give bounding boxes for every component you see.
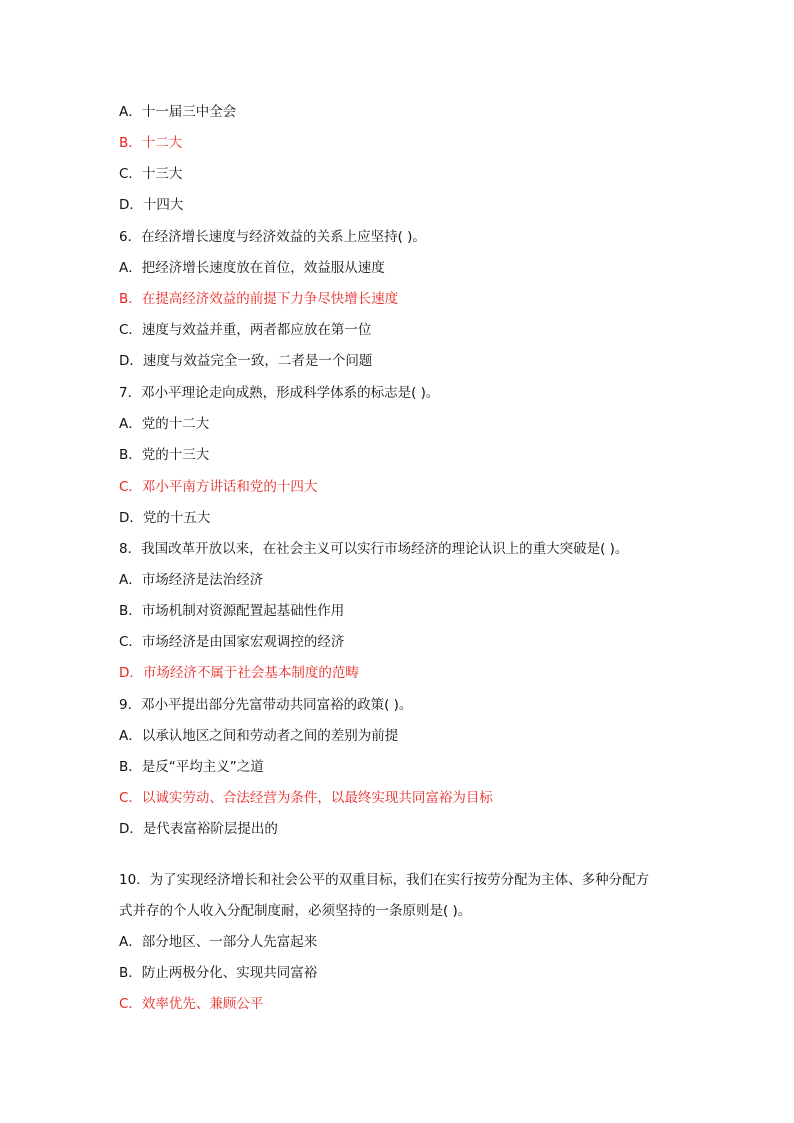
q7-answer-option-c: C．邓小平南方讲话和党的十四大	[119, 479, 318, 495]
question-9: 9．邓小平提出部分先富带动共同富裕的政策( )。	[119, 697, 413, 713]
q10-option-a: A．部分地区、一部分人先富起来	[119, 934, 318, 950]
q8-option-a: A．市场经济是法治经济	[119, 572, 264, 588]
option-a-line: A．十一届三中全会	[119, 104, 237, 120]
q6-option-a: A．把经济增长速度放在首位，效益服从速度	[119, 260, 385, 276]
q6-option-d: D．速度与效益完全一致，二者是一个问题	[119, 353, 373, 369]
option-c-line: C．十三大	[119, 166, 183, 182]
q9-answer-option-c: C．以诚实劳动、合法经营为条件，以最终实现共同富裕为目标	[119, 790, 493, 806]
q10-answer-option-c: C．效率优先、兼顾公平	[119, 996, 264, 1012]
q7-option-b: B．党的十三大	[119, 447, 210, 463]
q7-option-a: A．党的十二大	[119, 416, 210, 432]
q9-option-b: B．是反“平均主义”之道	[119, 759, 264, 775]
q9-option-d: D．是代表富裕阶层提出的	[119, 821, 278, 837]
q6-answer-option-b: B．在提高经济效益的前提下力争尽快增长速度	[119, 291, 399, 307]
question-7: 7．邓小平理论走向成熟，形成科学体系的标志是( )。	[119, 385, 440, 401]
q6-option-c: C．速度与效益并重，两者都应放在第一位	[119, 322, 372, 338]
q9-option-a: A．以承认地区之间和劳动者之间的差别为前提	[119, 728, 399, 744]
option-d-line: D．十四大	[119, 197, 184, 213]
question-10-line-2: 式并存的个人收入分配制度耐，必须坚持的一条原则是( )。	[119, 903, 472, 919]
q8-answer-option-d: D．市场经济不属于社会基本制度的范畴	[119, 665, 359, 681]
answer-option-b-line: B．十二大	[119, 135, 183, 151]
q8-option-c: C．市场经济是由国家宏观调控的经济	[119, 634, 345, 650]
q10-option-b: B．防止两极分化、实现共同富裕	[119, 965, 318, 981]
question-10-line-1: 10．为了实现经济增长和社会公平的双重目标，我们在实行按劳分配为主体、多种分配方	[119, 872, 650, 888]
question-8: 8．我国改革开放以来，在社会主义可以实行市场经济的理论认识上的重大突破是( )。	[119, 541, 629, 557]
q8-option-b: B．市场机制对资源配置起基础性作用	[119, 603, 345, 619]
q7-option-d: D．党的十五大	[119, 510, 211, 526]
question-6: 6．在经济增长速度与经济效益的关系上应坚持( )。	[119, 229, 426, 245]
